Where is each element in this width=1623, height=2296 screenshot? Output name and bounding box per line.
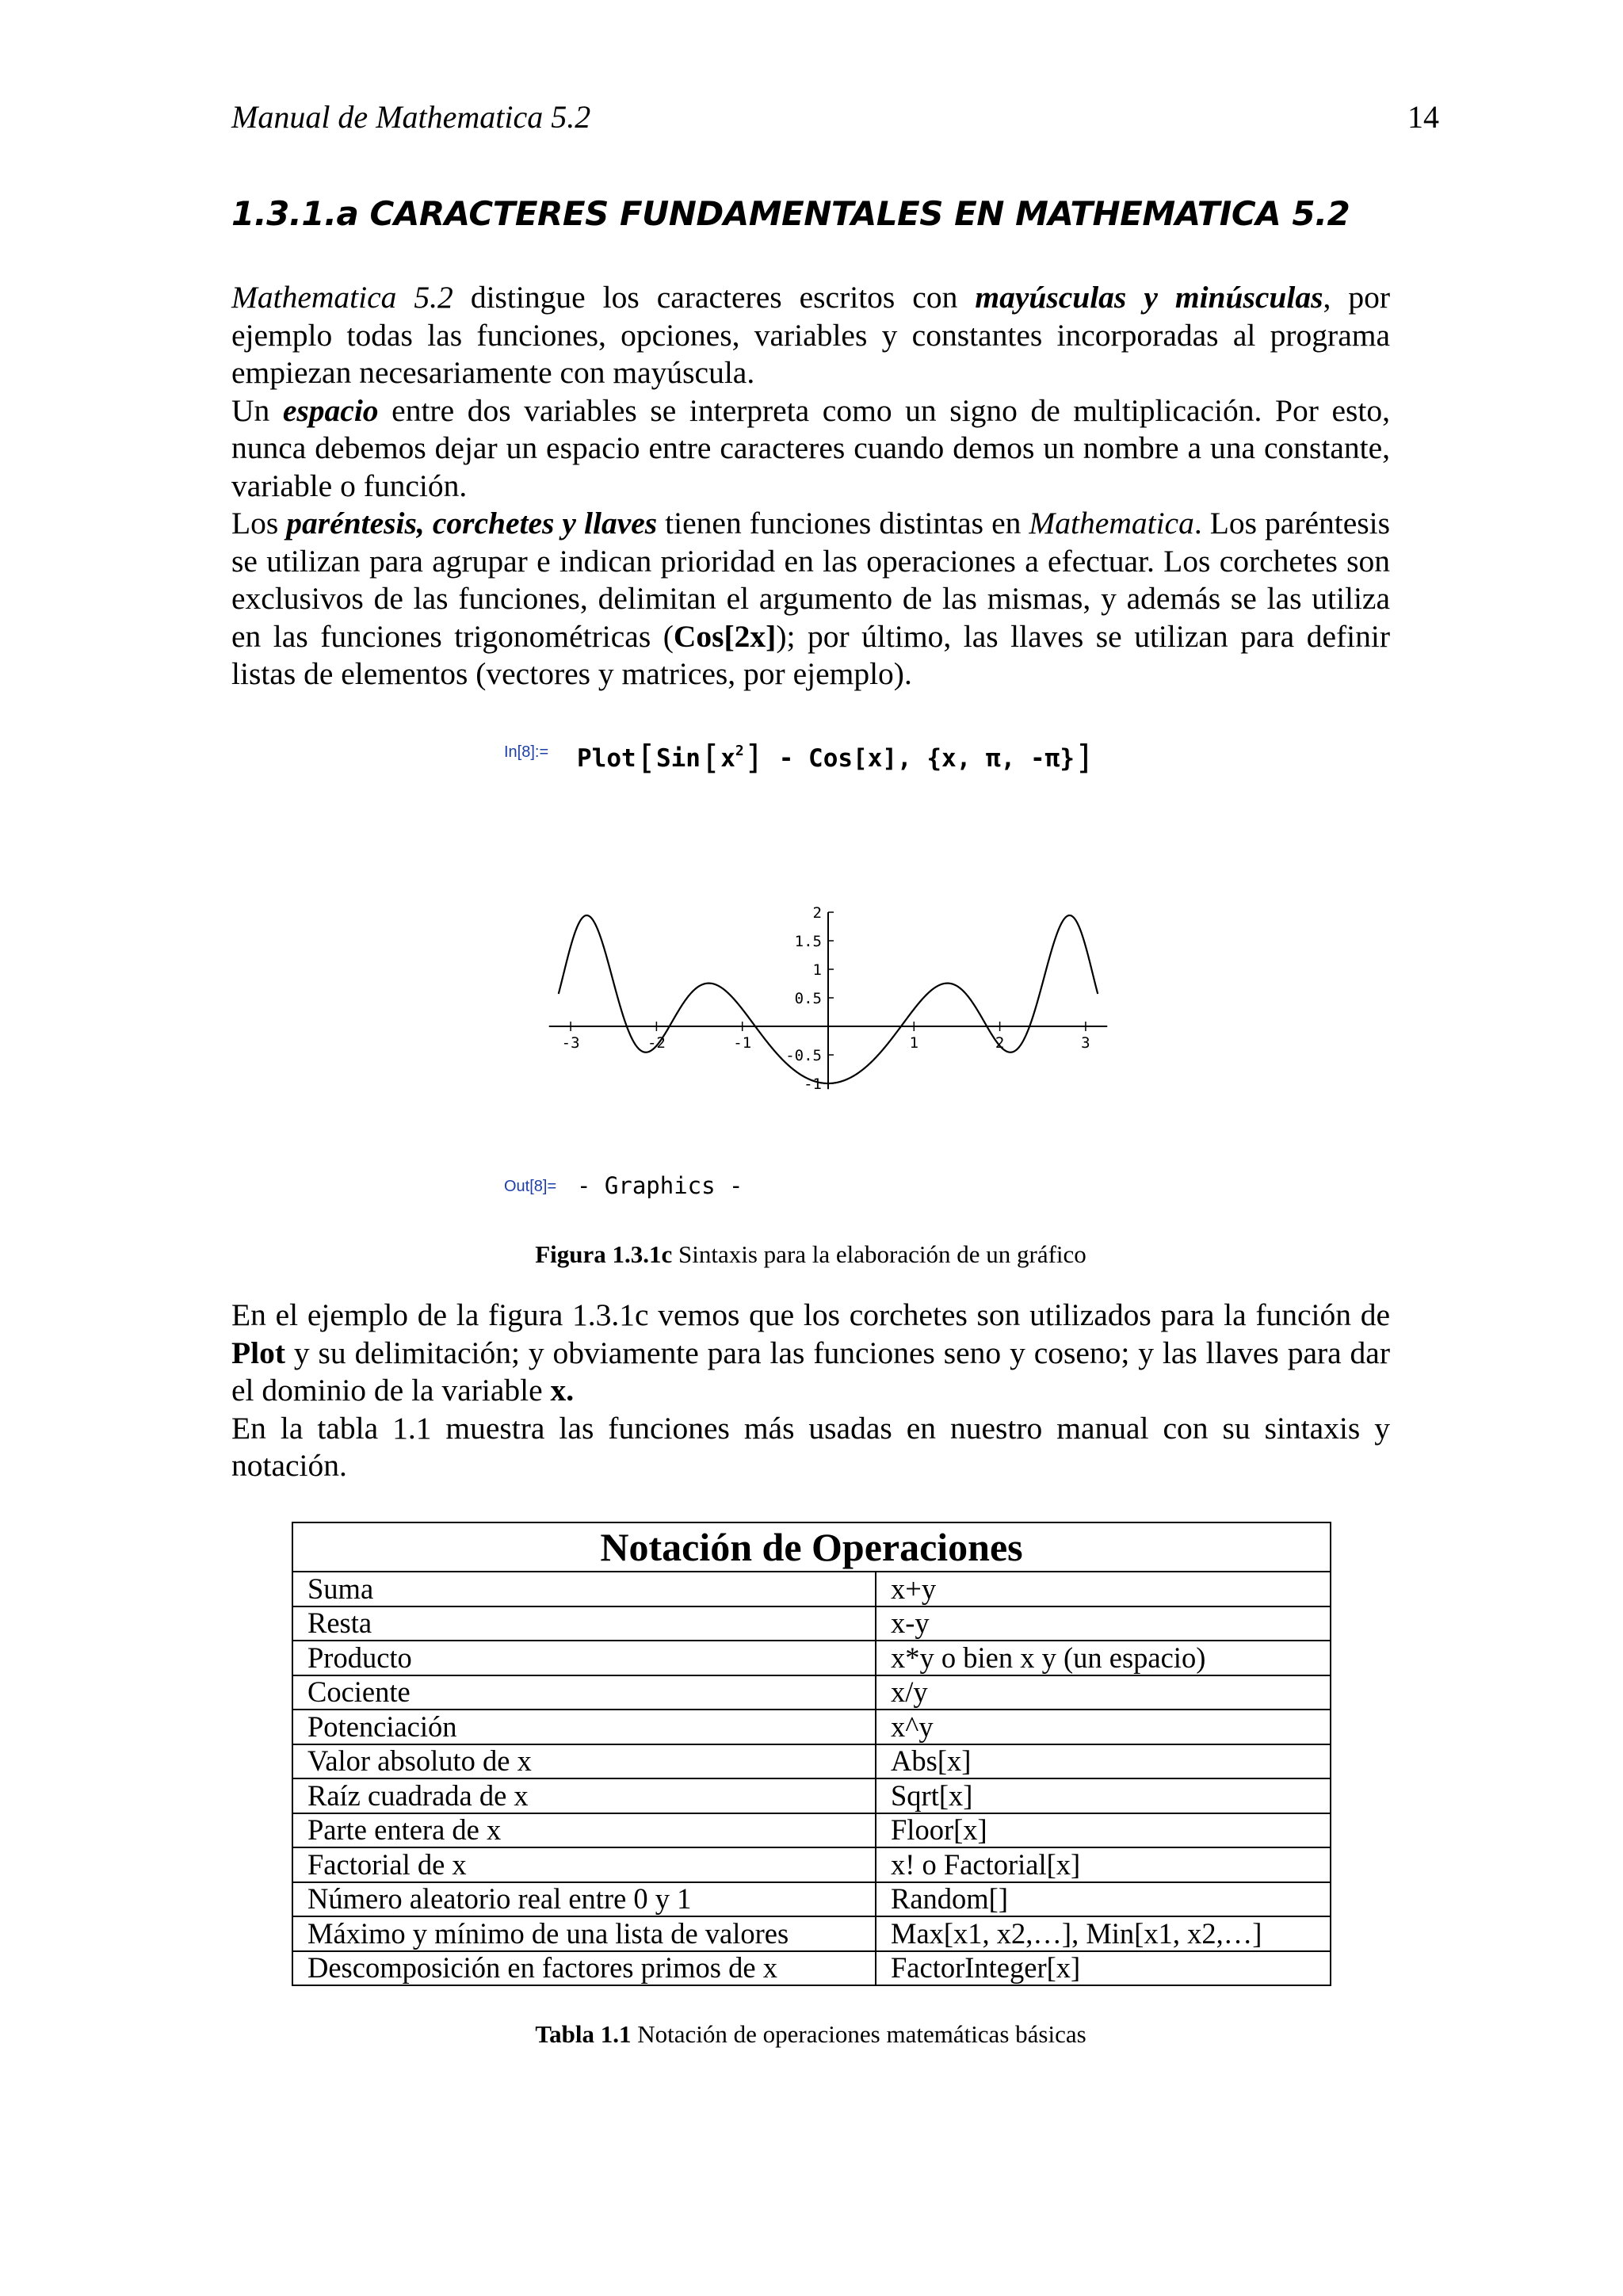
emphasis: espacio — [282, 392, 379, 428]
table-row — [292, 1778, 1331, 1813]
page-header — [231, 94, 1439, 141]
operation-notation: Random[] — [876, 1882, 1331, 1917]
text: . Los paréntesis se utilizan para agrupar e indican prioridad en las operaciones a efectuar. Los corchetes son exclusivos de las funciones, delimitan el argumento de las mismas, y además se las utiliza en las funciones trigonométricas ( — [231, 506, 1390, 654]
text: y su delimitación; y obviamente para las funciones seno y coseno; y las llaves para dar el dominio de la variable — [231, 1335, 1390, 1408]
explanation-paragraph — [231, 1297, 1390, 1485]
operation-name: Parte entera de x — [292, 1813, 876, 1848]
code-example: Cos[2x] — [673, 618, 777, 654]
table-row — [292, 1641, 1331, 1675]
intro-paragraph — [231, 279, 1390, 693]
table-row — [292, 1882, 1331, 1917]
app-name: Mathematica 5.2 — [231, 280, 453, 315]
table-row — [292, 1606, 1331, 1641]
table-title: Notación de Operaciones — [292, 1522, 1331, 1572]
emphasis: x. — [550, 1373, 575, 1408]
y-tick-label: 2 — [812, 904, 822, 922]
y-tick-label: 1.5 — [794, 933, 822, 950]
caption-label: Tabla 1.1 — [535, 2020, 632, 2048]
notebook-figure — [504, 728, 1122, 1219]
bracket: ] — [743, 738, 765, 777]
app-name: Mathematica — [1029, 506, 1194, 541]
operations-table — [292, 1522, 1331, 1986]
operation-notation: Max[x1, x2,…], Min[x1, x2,…] — [876, 1916, 1331, 1951]
x-tick-label: -3 — [561, 1034, 580, 1052]
paragraph-table-intro: En la tabla 1.1 muestra las funciones más usadas en nuestro manual con su sintaxis y notación. — [231, 1410, 1390, 1483]
table-body — [292, 1572, 1331, 1985]
text: distingue los caracteres escritos con — [453, 280, 976, 315]
operation-notation: x! o Factorial[x] — [876, 1847, 1331, 1882]
text: entre dos variables se interpreta como un signo de multiplicación. Por esto, nunca debemos dejar un espacio entre caracteres cuando demos un nombre a una constante, variable o función. — [231, 392, 1390, 503]
table-row — [292, 1572, 1331, 1606]
operation-name: Valor absoluto de x — [292, 1744, 876, 1779]
page-number: 14 — [1407, 99, 1439, 135]
table-row — [292, 1916, 1331, 1951]
code-rest: - Cos[x], {x, π, -π} — [764, 744, 1075, 773]
operation-name: Descomposición en factores primos de x — [292, 1951, 876, 1986]
bracket: [ — [636, 738, 656, 777]
table-row — [292, 1951, 1331, 1986]
operation-name: Resta — [292, 1606, 876, 1641]
code-sin: Sin — [655, 744, 701, 773]
input-label: In[8]:= — [504, 743, 549, 761]
operation-notation: x+y — [876, 1572, 1331, 1606]
y-tick-label: 1 — [812, 961, 822, 979]
table-row — [292, 1744, 1331, 1779]
paragraph-example — [231, 1297, 1390, 1410]
emphasis: mayúsculas y minúsculas — [975, 280, 1323, 315]
y-tick-label: -1 — [804, 1075, 822, 1093]
operation-name: Factorial de x — [292, 1847, 876, 1882]
operation-notation: x/y — [876, 1675, 1331, 1710]
section-title: 1.3.1.a CARACTERES FUNDAMENTALES EN MATHEMATICA 5.2 — [231, 194, 1350, 233]
x-tick-label: 2 — [995, 1034, 1005, 1052]
table-row — [292, 1710, 1331, 1744]
operation-name: Potenciación — [292, 1710, 876, 1744]
y-tick-label: -0.5 — [785, 1047, 822, 1064]
text: Un — [231, 392, 283, 428]
text: , por ejemplo todas las funciones, opciones, variables y constantes incorporadas al programa empiezan necesariamente con mayúscula. — [231, 280, 1391, 390]
plot-graphic — [504, 728, 1122, 1171]
bracket: [ — [700, 738, 721, 777]
text: ); por último, las llaves se utilizan para definir listas de elementos (vectores y matrices, por ejemplo). — [231, 618, 1390, 691]
paragraph-space — [231, 392, 1390, 506]
y-tick-label: 0.5 — [794, 990, 822, 1007]
x-tick-label: -1 — [733, 1034, 752, 1052]
paragraph-case-sensitivity — [231, 279, 1390, 392]
operation-notation: Sqrt[x] — [876, 1778, 1331, 1813]
x-tick-label: -2 — [647, 1034, 666, 1052]
operation-notation: Floor[x] — [876, 1813, 1331, 1848]
caption-text: Notación de operaciones matemáticas básicas — [631, 2020, 1086, 2048]
operation-notation: x*y o bien x y (un espacio) — [876, 1641, 1331, 1675]
code-exponent: 2 — [735, 743, 744, 759]
code-x: x — [720, 744, 735, 773]
output-text: - Graphics - — [577, 1172, 743, 1199]
table-row — [292, 1847, 1331, 1882]
text: tienen funciones distintas en — [657, 506, 1029, 541]
plot-ticks — [562, 904, 1090, 1093]
figure-caption — [231, 1239, 1390, 1270]
operation-name: Cociente — [292, 1675, 876, 1710]
operation-name: Suma — [292, 1572, 876, 1606]
x-tick-label: 1 — [909, 1034, 919, 1052]
operation-notation: FactorInteger[x] — [876, 1951, 1331, 1986]
paragraph-brackets — [231, 505, 1390, 693]
code-plot: Plot — [577, 744, 636, 773]
operation-name: Número aleatorio real entre 0 y 1 — [292, 1882, 876, 1917]
table-row — [292, 1675, 1331, 1710]
operation-notation: x-y — [876, 1606, 1331, 1641]
table-row — [292, 1813, 1331, 1848]
operation-notation: Abs[x] — [876, 1744, 1331, 1779]
operation-name: Producto — [292, 1641, 876, 1675]
table-caption — [231, 2019, 1390, 2050]
text: Los — [231, 506, 287, 541]
x-tick-label: 3 — [1081, 1034, 1090, 1052]
operation-name: Máximo y mínimo de una lista de valores — [292, 1916, 876, 1951]
bracket: ] — [1075, 738, 1095, 777]
emphasis: paréntesis, corchetes y llaves — [286, 506, 658, 541]
caption-text: Sintaxis para la elaboración de un gráfico — [672, 1240, 1086, 1268]
caption-label: Figura 1.3.1c — [535, 1240, 673, 1268]
output-label: Out[8]= — [504, 1178, 557, 1195]
operation-name: Raíz cuadrada de x — [292, 1778, 876, 1813]
operation-notation: x^y — [876, 1710, 1331, 1744]
document-title: Manual de Mathematica 5.2 — [231, 99, 591, 135]
plot-axes — [549, 912, 1107, 1089]
emphasis: Plot — [231, 1335, 286, 1370]
text: En el ejemplo de la figura 1.3.1c vemos que los corchetes son utilizados para la función de — [231, 1297, 1390, 1332]
